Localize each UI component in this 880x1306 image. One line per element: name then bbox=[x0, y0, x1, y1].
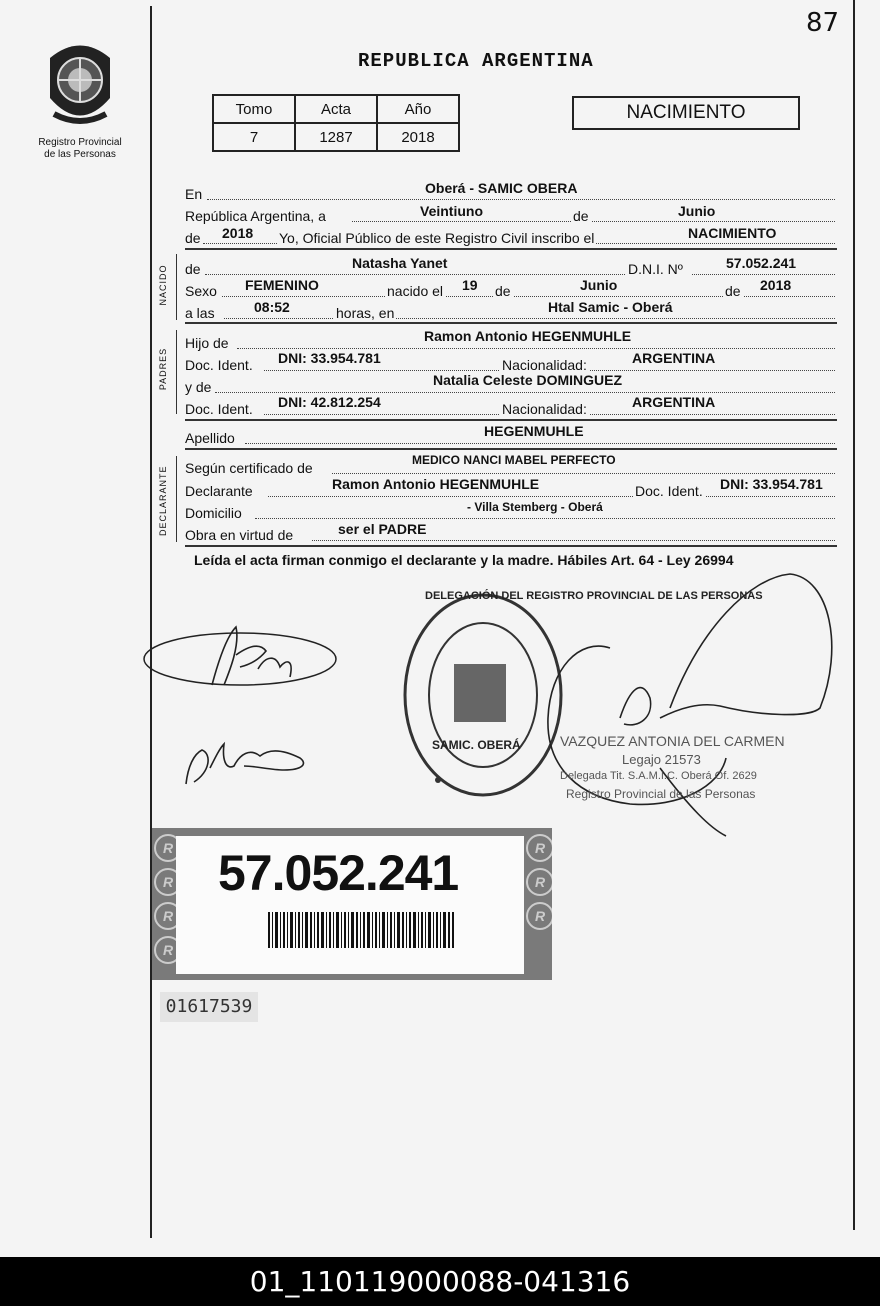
section-declarante: DECLARANTE bbox=[158, 465, 168, 536]
value-domicilio: - Villa Stemberg - Oberá bbox=[467, 500, 603, 514]
value-madre: Natalia Celeste DOMINGUEZ bbox=[433, 372, 623, 388]
label-domicilio: Domicilio bbox=[185, 505, 242, 521]
dotted-line bbox=[255, 517, 835, 519]
watermark-r: R bbox=[526, 902, 552, 930]
value-sexo: FEMENINO bbox=[245, 277, 319, 293]
anio-value: 2018 bbox=[377, 123, 459, 151]
label-dni: D.N.I. Nº bbox=[628, 261, 683, 277]
section-bar bbox=[176, 456, 177, 542]
value-padre: Ramon Antonio HEGENMUHLE bbox=[424, 328, 632, 344]
section-rule bbox=[185, 248, 837, 250]
label-en: En bbox=[185, 186, 203, 202]
value-nac-anio: 2018 bbox=[760, 277, 792, 293]
watermark-r: R bbox=[154, 902, 182, 930]
value-obra: ser el PADRE bbox=[338, 521, 427, 537]
dotted-line bbox=[332, 472, 835, 474]
label-de-b: de bbox=[725, 283, 741, 299]
label-obra: Obra en virtud de bbox=[185, 527, 294, 543]
label-yo: Yo, Oficial Público de este Registro Civil inscribo el bbox=[279, 230, 595, 246]
registry-table bbox=[212, 94, 460, 152]
section-rule bbox=[185, 448, 837, 450]
registry-logo bbox=[30, 38, 130, 161]
value-nac-dia: 19 bbox=[462, 277, 478, 293]
stamp-ring-text: DELEGACIÓN DEL REGISTRO PROVINCIAL DE LAS PERSONAS bbox=[425, 590, 763, 602]
label-sexo: Sexo bbox=[185, 283, 217, 299]
watermark-r: R bbox=[526, 868, 552, 896]
provincial-seal-icon bbox=[40, 38, 120, 128]
section-bar bbox=[176, 254, 177, 320]
value-nombre: Natasha Yanet bbox=[352, 255, 448, 271]
section-nacido: NACIDO bbox=[158, 264, 168, 306]
watermark-r: R bbox=[526, 834, 552, 862]
anio-header: Año bbox=[377, 95, 459, 123]
officer-cargo: Delegada Tit. S.A.M.I.C. Oberá Of. 2629 bbox=[560, 770, 757, 782]
value-declarante: Ramon Antonio HEGENMUHLE bbox=[332, 476, 540, 492]
label-republica: República Argentina, a bbox=[185, 208, 326, 224]
dotted-line bbox=[215, 391, 835, 393]
value-dia: Veintiuno bbox=[420, 203, 483, 219]
acta-value: 1287 bbox=[295, 123, 377, 151]
label-doc-ident-3: Doc. Ident. bbox=[635, 483, 703, 499]
dotted-line bbox=[207, 198, 835, 200]
dotted-line bbox=[268, 495, 835, 497]
value-padre-doc: DNI: 33.954.781 bbox=[278, 350, 381, 366]
value-nac-mes: Junio bbox=[580, 277, 618, 293]
barcode-icon bbox=[268, 912, 454, 948]
watermark-r: R bbox=[154, 936, 182, 964]
value-madre-doc: DNI: 42.812.254 bbox=[278, 394, 381, 410]
officer-legajo: Legajo 21573 bbox=[622, 752, 701, 767]
value-madre-nac: ARGENTINA bbox=[632, 394, 716, 410]
dni-barcode-card bbox=[152, 828, 552, 980]
dotted-line bbox=[245, 442, 835, 444]
tomo-value: 7 bbox=[213, 123, 295, 151]
label-apellido: Apellido bbox=[185, 430, 235, 446]
label-a-las: a las bbox=[185, 305, 215, 321]
acta-header: Acta bbox=[295, 95, 377, 123]
value-padre-nac: ARGENTINA bbox=[632, 350, 716, 366]
watermark-r: R bbox=[154, 834, 182, 862]
label-de2: de bbox=[185, 230, 201, 246]
label-hijo-de: Hijo de bbox=[185, 335, 229, 351]
label-nacionalidad-1: Nacionalidad: bbox=[502, 357, 587, 373]
dotted-line bbox=[352, 220, 835, 222]
stamp-bottom-text: SAMIC. OBERÁ bbox=[432, 738, 521, 752]
dotted-line bbox=[237, 347, 835, 349]
barcode-number: 57.052.241 bbox=[218, 845, 459, 901]
closing-statement: Leída el acta firman conmigo el declarante y la madre. Hábiles Art. 64 - Ley 26994 bbox=[194, 552, 734, 568]
officer-registro: Registro Provincial de las Personas bbox=[566, 787, 756, 801]
officer-name: VAZQUEZ ANTONIA DEL CARMEN bbox=[560, 733, 785, 749]
value-lugar-nac: Htal Samic - Oberá bbox=[548, 299, 673, 315]
value-lugar: Oberá - SAMIC OBERA bbox=[425, 180, 578, 196]
logo-caption-2: de las Personas bbox=[44, 149, 116, 160]
logo-caption-1: Registro Provincial bbox=[38, 137, 122, 148]
value-anio: 2018 bbox=[222, 225, 254, 241]
value-apellido: HEGENMUHLE bbox=[484, 423, 584, 439]
label-nacido-el: nacido el bbox=[387, 283, 444, 299]
section-rule bbox=[185, 322, 837, 324]
page-number: 87 bbox=[806, 8, 840, 38]
document-title: REPUBLICA ARGENTINA bbox=[358, 50, 594, 72]
label-y-de: y de bbox=[185, 379, 212, 395]
value-decl-doc: DNI: 33.954.781 bbox=[720, 476, 823, 492]
section-padres: PADRES bbox=[158, 347, 168, 391]
right-margin-line bbox=[853, 0, 855, 1230]
label-nacionalidad-2: Nacionalidad: bbox=[502, 401, 587, 417]
value-hora: 08:52 bbox=[254, 299, 290, 315]
mother-signature bbox=[180, 736, 320, 790]
label-de: de bbox=[573, 208, 589, 224]
value-certificado: MEDICO NANCI MABEL PERFECTO bbox=[412, 453, 616, 467]
file-identifier: 01_110119000088-041316 bbox=[0, 1257, 880, 1306]
label-segun: Según certificado de bbox=[185, 460, 313, 476]
section-rule bbox=[185, 545, 837, 547]
value-dni: 57.052.241 bbox=[726, 255, 797, 271]
dotted-line bbox=[224, 317, 835, 319]
label-de-nac: de bbox=[185, 261, 201, 277]
dotted-line bbox=[222, 295, 835, 297]
dotted-line bbox=[312, 539, 835, 541]
section-bar bbox=[176, 330, 177, 414]
act-type-box: NACIMIENTO bbox=[572, 96, 800, 130]
label-declarante: Declarante bbox=[185, 483, 253, 499]
dotted-line bbox=[692, 273, 835, 275]
declarant-signature bbox=[140, 615, 350, 695]
label-doc-ident-1: Doc. Ident. bbox=[185, 357, 253, 373]
section-rule bbox=[185, 419, 837, 421]
label-horas-en: horas, en bbox=[336, 305, 395, 321]
value-mes: Junio bbox=[678, 203, 716, 219]
label-de-a: de bbox=[495, 283, 511, 299]
value-inscribe: NACIMIENTO bbox=[688, 225, 777, 241]
dotted-line bbox=[205, 273, 625, 275]
label-doc-ident-2: Doc. Ident. bbox=[185, 401, 253, 417]
tomo-header: Tomo bbox=[213, 95, 295, 123]
watermark-r: R bbox=[154, 868, 182, 896]
serial-number: 01617539 bbox=[160, 992, 258, 1022]
